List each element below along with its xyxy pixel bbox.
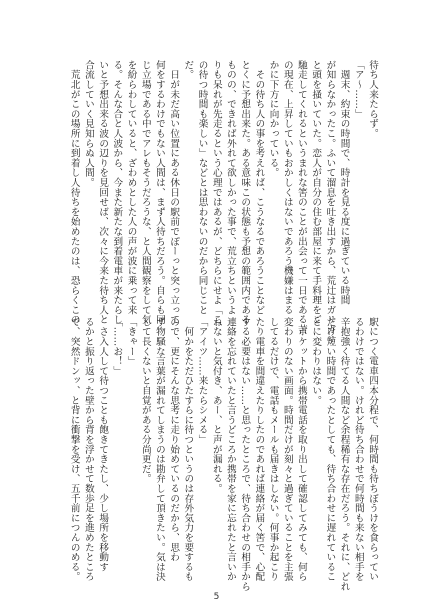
text-column: 変わりのない画面。時間だけが刻々と過ぎていることを主張 xyxy=(281,317,293,582)
text-column: ので、更にそんな思考に走り始めているのだから、思わ xyxy=(168,317,180,562)
text-column: 「ア〜……」 xyxy=(352,60,364,119)
text-column: 何をするわけでもない人間は、まず人待ちだろう。自らも同 xyxy=(153,60,165,325)
text-column: ねないと気付き、あー、と声が漏れる。 xyxy=(210,317,222,494)
text-column: 週末、約束の時間で、時計を見る度に過ぎている時間 xyxy=(338,60,350,305)
text-column: 荒北がこの場所に到着し人待ちを始めたのは、恐らくこの xyxy=(68,60,80,325)
text-column: の待つ時間も楽しい」などとは思わないのだから同じこと xyxy=(196,60,208,315)
text-column: で、突然ドンッ、と背に衝撃を受け、五千前につんのめる。 xyxy=(68,317,80,582)
text-column: とくに予想出来た。ある意味この状態も予想の範囲内である xyxy=(239,60,251,325)
text-column: 何かをただひたすらに待つというのは存外気力を要するも xyxy=(182,317,194,582)
text-column: してるだけで、電話もメールも届きはしない。何事か起こり xyxy=(267,317,279,582)
text-column: さ入人して待つことも飽きてきたし、少し場所を移動す xyxy=(97,317,109,572)
text-column: ものの、できれば外れて欲しかった事で、荒立ちというよ xyxy=(224,60,236,315)
text-column: する必要はない……と思ったところで、待ち合わせの相手から xyxy=(239,317,251,592)
text-column: 駅につく電車四本分程で、何時間も待ちぼうけを食らってい xyxy=(367,317,378,582)
text-column: る。そんな合と人波から、今また新たな到着電車が来たらし xyxy=(111,60,123,325)
text-column: だけ短い時間であったとしても、待ち合わせに遅れているこ xyxy=(324,317,336,582)
text-column: るかと振り返った壁から背を浮かせて数歩足を進めたところ xyxy=(82,317,94,582)
text-column: だ。 xyxy=(182,60,194,80)
text-column: が知らなかったこ。ふいて溜息を吐き出すから、荒辻はガリガリ xyxy=(324,60,336,345)
text-column: 辛抱強く待てる人間など余程稀有な存在だろう。それに、どれ xyxy=(338,317,350,592)
body-text-lower xyxy=(47,317,379,592)
text-column: ず物騒な言葉が漏れてしまうのは勘弁して頂きたい。気は決 xyxy=(153,317,165,582)
text-column: 「……お！」 xyxy=(111,317,123,376)
text-column: を紛らわしていると、ざわめとした人の声が波に乗って来 xyxy=(125,60,137,315)
text-column: と頭を掻いていた。恋人が自分の住む部屋に来て手料理をご xyxy=(310,60,322,325)
text-column: 待ち人来たらず。 xyxy=(367,60,378,139)
text-column: たり電車を間違えたりしたのであれば連絡が届く筈で、心配 xyxy=(253,317,265,582)
text-column: 合流していく見知らぬ人間。 xyxy=(82,60,94,188)
text-column: じ立場である中でアレもそうだろうな、と人間観察をして気 xyxy=(139,60,151,325)
text-column: とに変わりはない。 xyxy=(310,317,322,406)
text-column: かに下方に向かっている。 xyxy=(267,60,279,178)
text-column: 連絡を忘れていたと言うどころか携帯を家に忘れたと言いか xyxy=(224,317,236,582)
text-column: ポケットから携帯電話を取り出して確認してみても、何ら xyxy=(295,317,307,582)
text-column: りも呆れが先走るという心理ではあるが、どちらにせよ「こ xyxy=(210,60,222,325)
text-column: の現在、上昇していもおかしくはないであろう機嫌はまる xyxy=(281,60,293,315)
text-column: 「アイツ……来たらシメる」 xyxy=(196,317,208,445)
text-column: 「きゃー」 xyxy=(125,317,137,366)
text-column: いと予想出来る波の辺りを見回せば、次々に今来た待ち人と xyxy=(97,60,109,325)
page-number: 5 xyxy=(213,592,220,602)
text-column: 日が未だ高い位置にある休日の駅前でぽーっと突っ立って xyxy=(168,60,180,325)
text-column: して長くないと自覚がある分尚更だ。 xyxy=(139,317,151,484)
text-column: るわけではない。けれど待ち合わせで何時間も来ない相手を xyxy=(352,317,364,582)
text-column: 馳走してくれるというまれな筈のことが出会って一日である苦 xyxy=(295,60,307,335)
text-column: その待ち人の事を考えれば、こうなるであろうことなど xyxy=(253,60,265,315)
